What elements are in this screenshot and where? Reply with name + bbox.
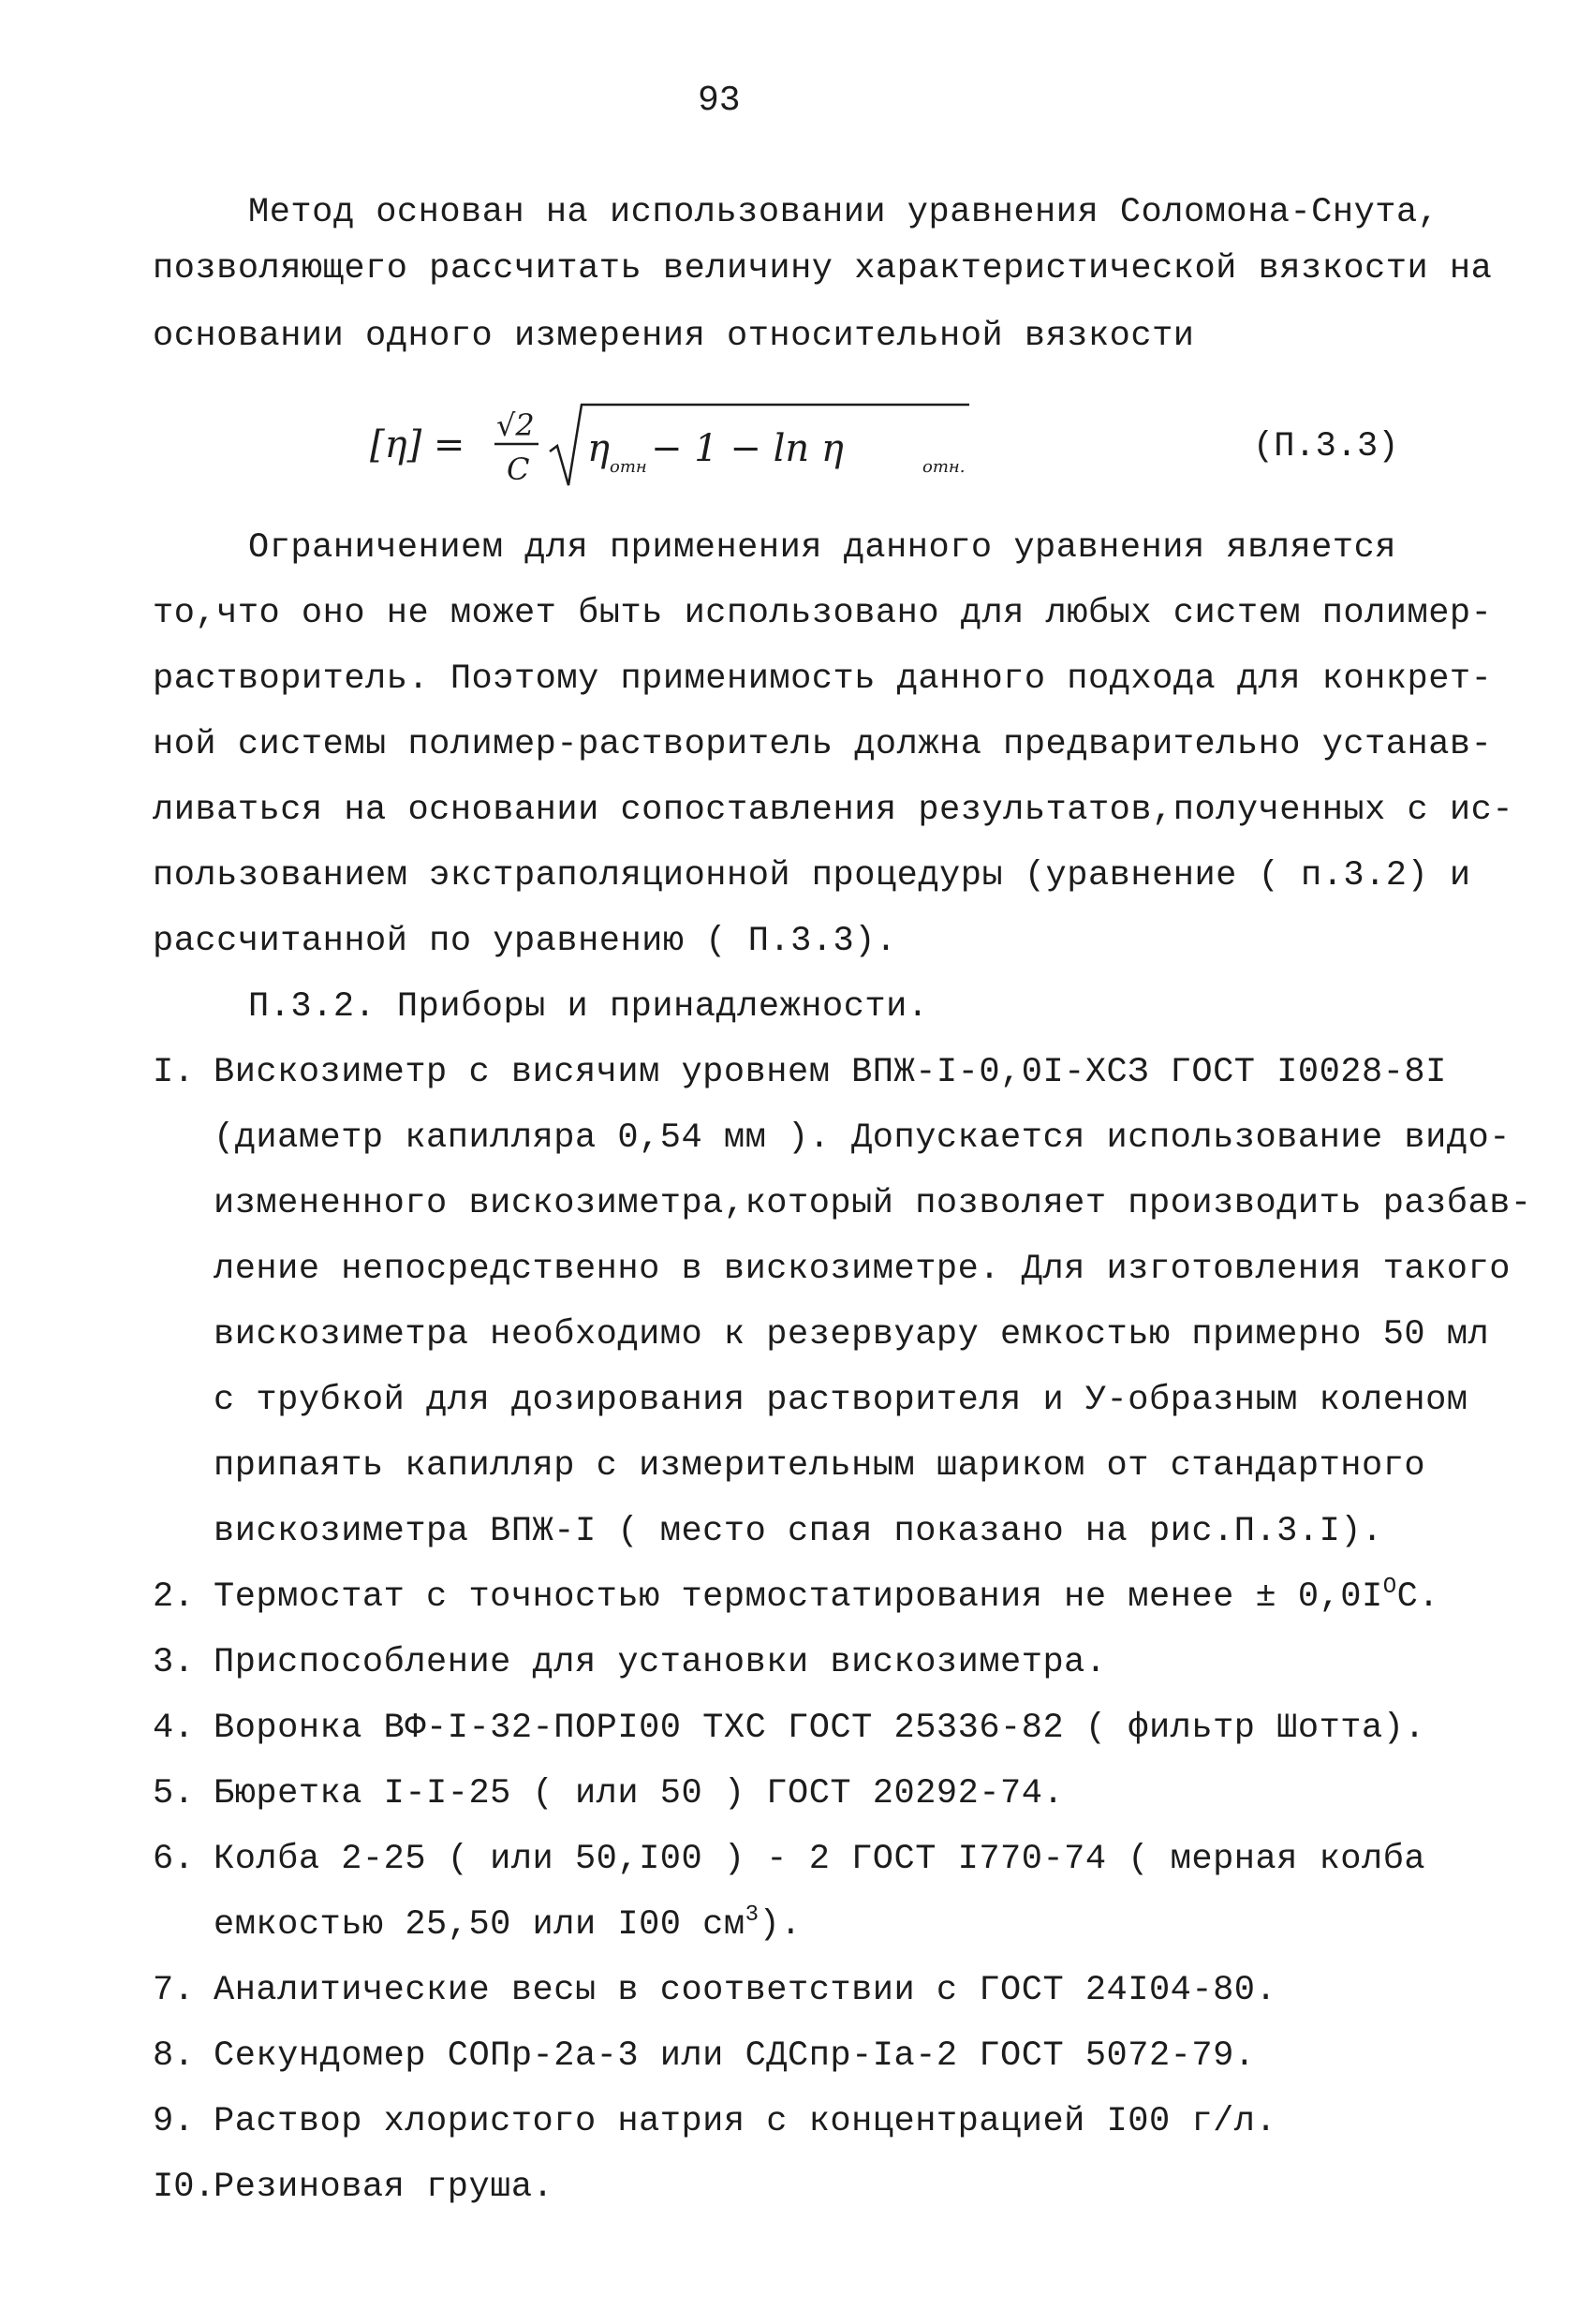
formula-eta-2-sub: отн. [922,457,966,477]
item-1-line-2: (диаметр капилляра 0,54 мм ). Допускается использование видо- [214,1118,1511,1158]
item-6-number: 6. [153,1840,195,1879]
formula-lhs: [η] = [370,423,465,466]
item-1-line-3: измененного вискозиметра,который позволяет производить разбав- [214,1184,1532,1223]
item-3-number: 3. [153,1643,195,1682]
formula-coef-num: √2 [496,407,535,443]
item-1-line-7: припаять капилляр с измерительным шариком от стандартного [214,1446,1426,1486]
limitation-line-5: ливаться на основании сопоставления результатов,полученных с ис- [153,791,1514,830]
item-1-line-6: с трубкой для дозирования растворителя и У-образным коленом [214,1381,1468,1420]
item-1-line-4: ление непосредственно в вискозиметре. Для изготовления такого [214,1250,1511,1289]
page-number: 93 [698,81,741,121]
limitation-line-2: то,что оно не может быть использовано для любых систем полимер- [153,594,1493,633]
item-2-tail: C. [1396,1577,1440,1617]
item-6-cube-sup: 3 [745,1902,760,1928]
limitation-line-6: пользованием экстраполяционной процедуры (уравнение ( п.3.2) и [153,856,1471,896]
item-6-text-line-2 [214,1904,802,1946]
item-1-line-5: вискозиметра необходимо к резервуару емкостью примерно 50 мл [214,1315,1490,1354]
intro-line-2: позволяющего рассчитать величину характеристической вязкости на [153,249,1493,289]
item-1-number: I. [153,1053,195,1092]
item-5-number: 5. [153,1774,195,1813]
item-6-line-2-main: емкостью 25,50 или I00 см [214,1905,745,1945]
item-2-number: 2. [153,1577,195,1617]
item-10-text: Резиновая груша. [214,2168,554,2207]
item-1-line-1: Вискозиметр с висячим уровнем ВПЖ-I-0,0I-ХСЗ ГОСТ I0028-8I [214,1053,1447,1092]
item-8-number: 8. [153,2036,195,2076]
item-1-line-8: вискозиметра ВПЖ-I ( место спая показано на рис.П.3.I). [214,1512,1383,1551]
formula-rest: − 1 − ln η [651,427,844,470]
item-2-degree-sup: O [1382,1575,1397,1600]
item-2-main: Термостат с точностью термостатирования не менее ± 0,0I [214,1577,1383,1617]
item-9-number: 9. [153,2102,195,2141]
formula-label: (П.3.3) [1253,427,1399,466]
item-8-text: Секундомер СОПр-2а-3 или СДСпр-Iа-2 ГОСТ 5072-79. [214,2036,1256,2076]
formula-graphic [370,393,979,496]
limitation-line-1: Ограничением для применения данного уравнения является [248,528,1396,568]
item-4-number: 4. [153,1709,195,1748]
item-6-line-2-tail: ). [759,1905,802,1945]
limitation-line-3: растворитель. Поэтому применимость данного подхода для конкрет- [153,659,1493,699]
limitation-line-7: рассчитанной по уравнению ( П.3.3). [153,922,897,961]
limitation-line-4: ной системы полимер-растворитель должна предварительно устанав- [153,725,1493,764]
intro-line-1: Метод основан на использовании уравнения Соломона-Снута, [248,193,1439,232]
item-7-number: 7. [153,1971,195,2010]
item-7-text: Аналитические весы в соответствии с ГОСТ 24I04-80. [214,1971,1277,2010]
item-6-text-line-1: Колба 2-25 ( или 50,I00 ) - 2 ГОСТ I770-74 ( мерная колба [214,1840,1426,1879]
item-9-text: Раствор хлористого натрия с концентрацией I00 г/л. [214,2102,1277,2141]
item-10-number: I0. [153,2168,215,2207]
formula-eta-1-sub: отн [610,457,647,477]
item-3-text: Приспособление для установки вискозиметра. [214,1643,1107,1682]
section-heading: П.3.2. Приборы и принадлежности. [248,987,929,1027]
item-4-text: Воронка ВФ-I-32-ПОРI00 ТХС ГОСТ 25336-82 ( фильтр Шотта). [214,1709,1426,1748]
intro-line-3: основании одного измерения относительной вязкости [153,317,1195,356]
solomon-ciuta-formula [370,393,979,496]
formula-coef-den: C [507,451,530,487]
item-5-text: Бюретка I-I-25 ( или 50 ) ГОСТ 20292-74. [214,1774,1065,1813]
item-2-text [214,1576,1439,1618]
formula-eta-1: η [587,427,610,470]
